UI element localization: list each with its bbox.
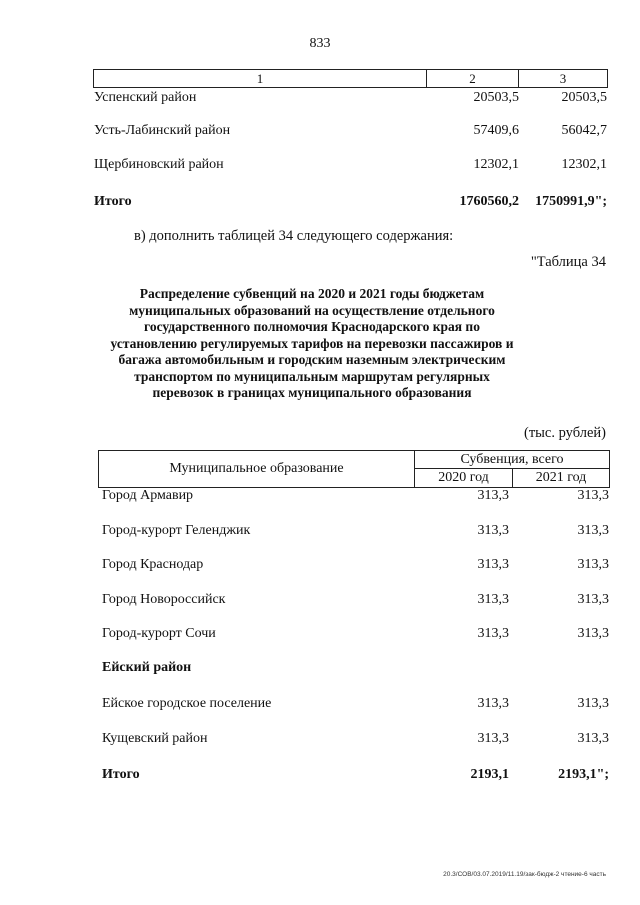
- table2-row: [102, 488, 618, 508]
- total-value-2020: 1760560,2: [459, 194, 519, 209]
- row-value-2021: 20503,5: [561, 90, 607, 105]
- row-name: Ейское городское поселение: [102, 696, 272, 711]
- row-value-2020: 313,3: [477, 731, 509, 746]
- row-value-2021: 313,3: [577, 731, 609, 746]
- table1-row: [94, 123, 616, 143]
- row-value-2021: 313,3: [577, 696, 609, 711]
- table-caption: "Таблица 34: [530, 254, 606, 270]
- row-value-2021: 12302,1: [561, 157, 607, 172]
- table2-row: [102, 523, 618, 543]
- table1-header-col1: 1: [94, 70, 427, 87]
- row-value-2020: 313,3: [477, 557, 509, 572]
- group-name: Ейский район: [102, 660, 192, 675]
- row-value-2021: [509, 660, 609, 680]
- row-value-2021: 56042,7: [561, 123, 607, 138]
- total-label: Итого: [102, 767, 140, 782]
- table1-row: [94, 157, 616, 177]
- row-name: Город Краснодар: [102, 557, 204, 572]
- column-municipality: Муниципальное образование: [99, 451, 415, 487]
- row-value-2020: 57409,6: [473, 123, 519, 138]
- total-value-2020: 2193,1: [470, 767, 509, 782]
- table2-row: [102, 696, 618, 716]
- table1-row: [94, 90, 616, 110]
- row-name: Город-курорт Геленджик: [102, 523, 251, 538]
- row-name: Успенский район: [94, 90, 197, 105]
- table-heading: Распределение субвенций на 2020 и 2021 годы бюджетам муниципальных образований на осуществление отдельного государственного полномочия Краснодарского края по установлению регулируемых тарифов на перевозки пассажиров и багажа автомобильным и городским наземным электрическим транспортом по муниципальным маршрутам регулярных перевозок в границах муниципального образования: [110, 286, 514, 400]
- row-name: Город Армавир: [102, 488, 194, 503]
- total-value-2021: 2193,1";: [558, 767, 609, 782]
- column-2020: 2020 год: [415, 469, 513, 487]
- table1-header-col3: 3: [559, 71, 567, 86]
- row-value-2020: 313,3: [477, 696, 509, 711]
- table1-total-row: [94, 194, 616, 214]
- total-value-2021: 1750991,9";: [535, 194, 607, 209]
- row-name: Щербиновский район: [94, 157, 224, 172]
- row-value-2021: 313,3: [577, 592, 609, 607]
- footer-code: 20.3/СОВ/03.07.2019/11.19/зак-бюдж-2 чтение-6 часть: [443, 871, 606, 878]
- table2-row: [102, 557, 618, 577]
- row-value-2021: 313,3: [577, 626, 609, 641]
- row-name: Город Новороссийск: [102, 592, 226, 607]
- table2-group-row: [102, 660, 618, 680]
- table2-row: [102, 592, 618, 612]
- row-value-2020: 20503,5: [473, 90, 519, 105]
- row-value-2020: 313,3: [477, 523, 509, 538]
- row-value-2021: 313,3: [577, 557, 609, 572]
- units-label: (тыс. рублей): [524, 425, 606, 441]
- column-subvention-total: Субвенция, всего: [415, 451, 609, 469]
- table1-header-col2: 2: [427, 70, 519, 87]
- table2-row: [102, 731, 618, 751]
- row-name: Кущевский район: [102, 731, 208, 746]
- instruction-text: в) дополнить таблицей 34 следующего содержания:: [134, 228, 454, 244]
- row-name: Город-курорт Сочи: [102, 626, 216, 641]
- table2-total-row: [102, 767, 618, 787]
- table2-row: [102, 626, 618, 646]
- row-value-2020: [398, 660, 509, 680]
- total-label: Итого: [94, 194, 132, 209]
- table1-header: [93, 69, 608, 88]
- row-value-2020: 313,3: [477, 592, 509, 607]
- row-value-2021: 313,3: [577, 488, 609, 503]
- page-number: 833: [309, 36, 331, 51]
- row-value-2020: 313,3: [477, 488, 509, 503]
- row-value-2020: 12302,1: [473, 157, 519, 172]
- table2-header: [98, 450, 610, 488]
- row-name: Усть-Лабинский район: [94, 123, 231, 138]
- row-value-2021: 313,3: [577, 523, 609, 538]
- column-2021: 2021 год: [535, 470, 587, 485]
- row-value-2020: 313,3: [477, 626, 509, 641]
